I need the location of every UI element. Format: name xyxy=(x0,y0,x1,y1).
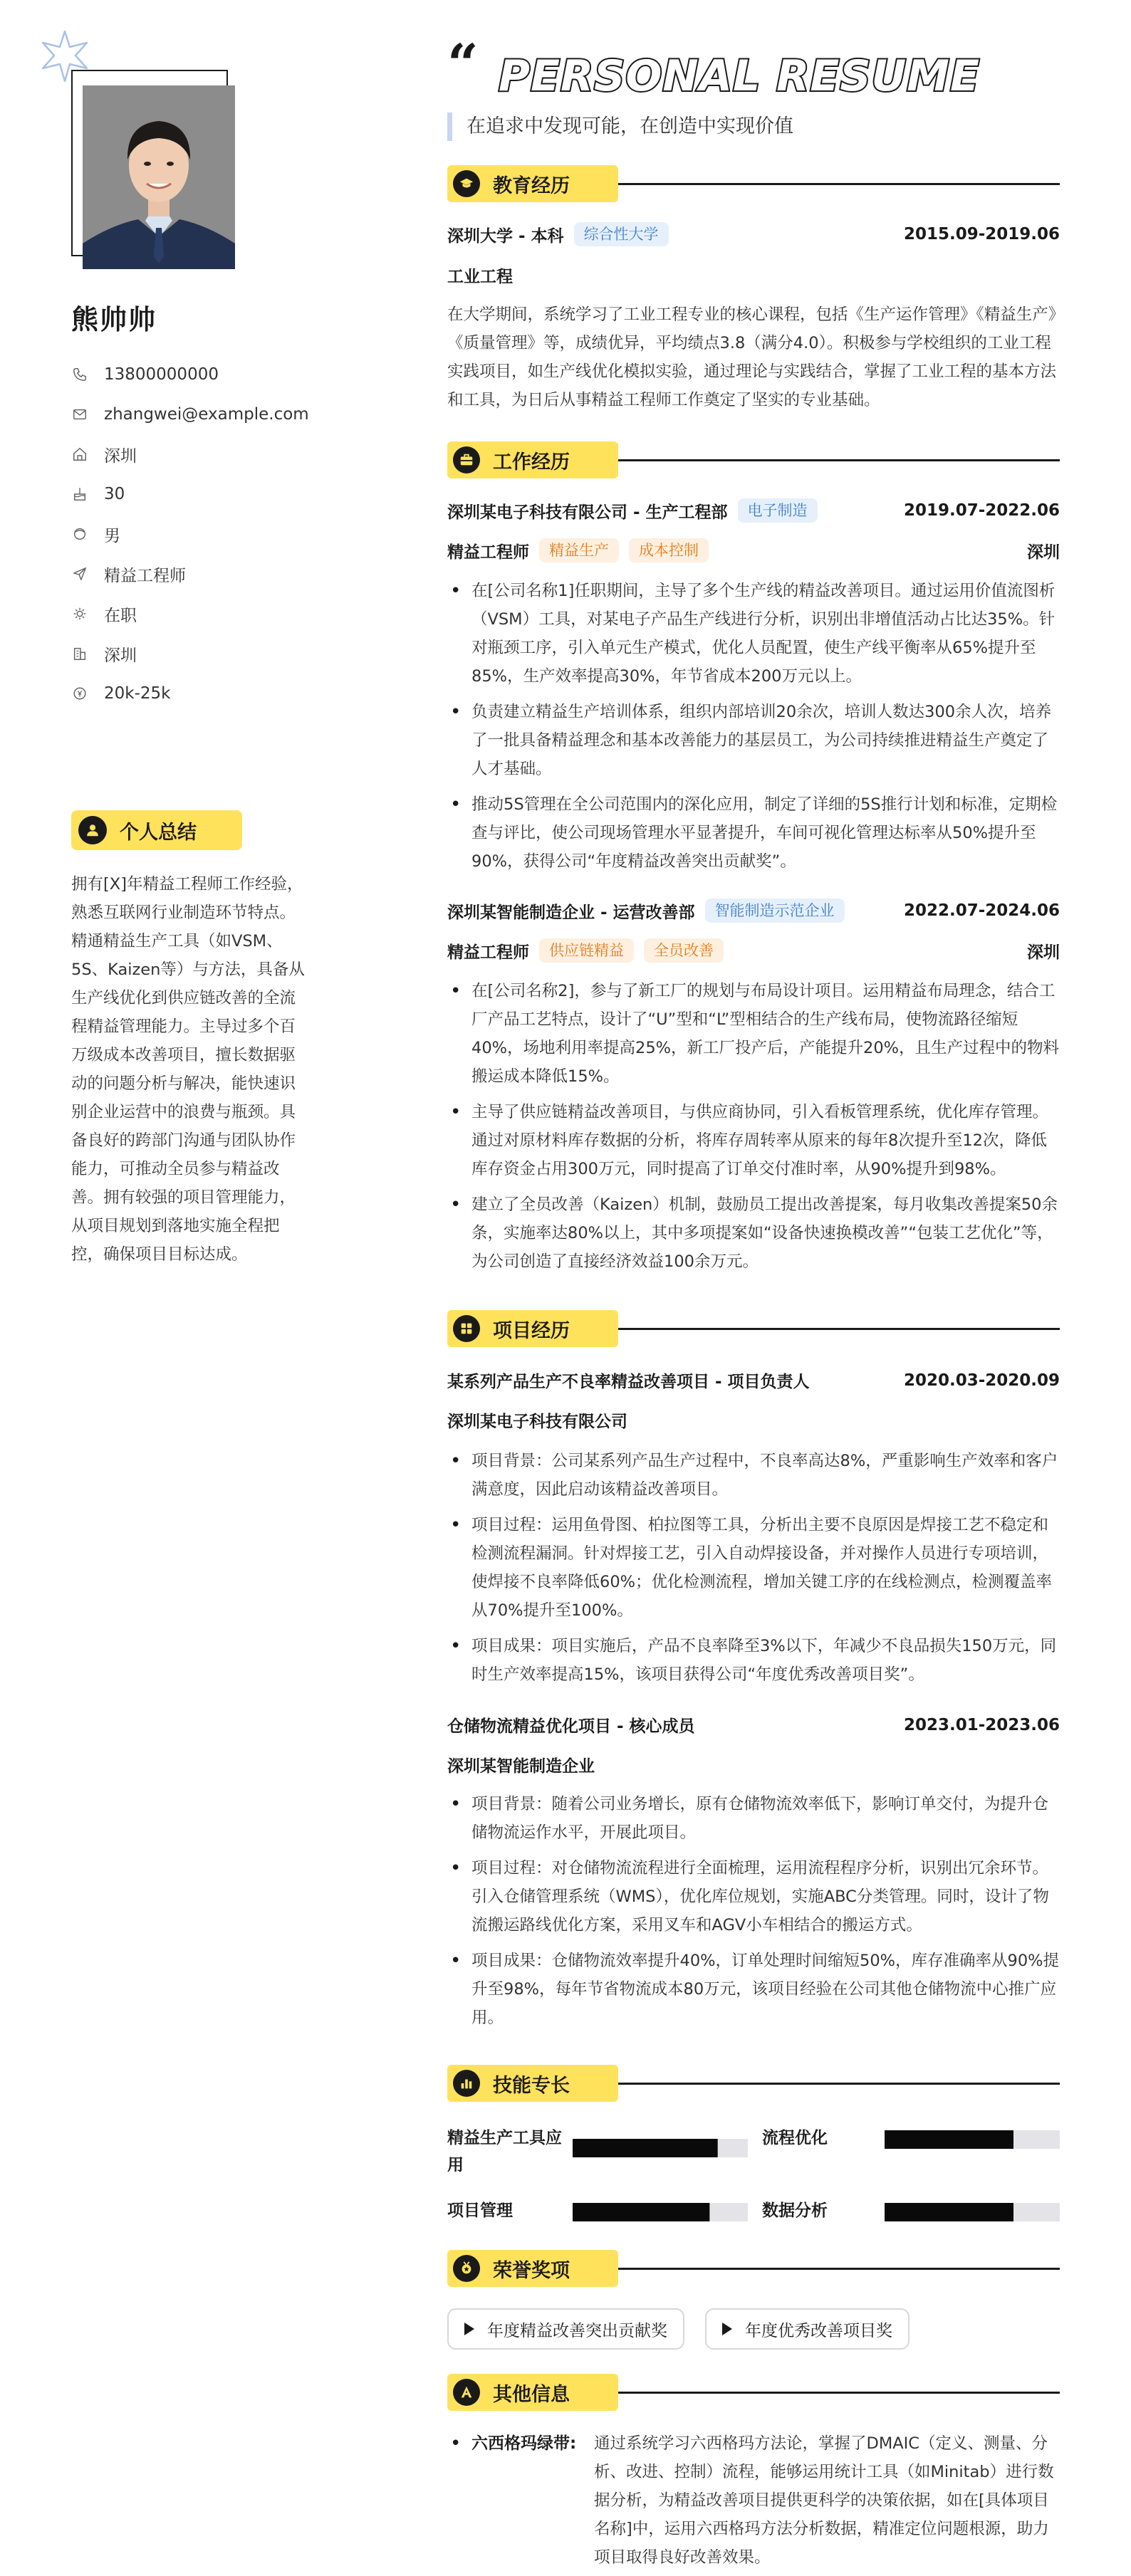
bullet-dot: • xyxy=(450,2433,462,2454)
project-bullets xyxy=(447,1447,1060,1696)
job-bullet: • 负责建立精益生产培训体系，组织内部培训20余次，培训人数达300余人次，培养了一批具备精益理念和基本改善能力的基层员工，为公司持续推进精益生产奠定了人才基础。 xyxy=(447,698,1060,783)
play-icon xyxy=(464,2323,474,2335)
skill-name: 流程优化 xyxy=(762,2129,828,2147)
other-title: 其他信息 xyxy=(493,2383,570,2406)
medal-icon xyxy=(453,2255,480,2282)
education-row xyxy=(447,222,1060,246)
work-title: 工作经历 xyxy=(493,451,570,473)
job-bullet: • 推动5S管理在全公司范围内的深化应用，制定了详细的5S推行计划和标准，定期检查与评比，使公司现场管理水平显著提升，车间可视化管理达标率从50%提升至90%，获得公司“年度精益改善突出贡献奖”。 xyxy=(447,790,1060,876)
skill-bar-fill xyxy=(885,2203,1013,2221)
job-city: 深圳 xyxy=(1027,543,1060,562)
info-gender xyxy=(71,514,370,554)
other-text: 通过系统学习六西格玛方法论，掌握了DMAIC（定义、测量、分析、改进、控制）流程，能够运用统计工具（如Minitab）进行数据分析，为精益改善项目提供更科学的决策依据，如在[具体项目名称]中，运用六西格玛方法分析数据，精准定位问题根源，助力项目取得良好改善效果。 xyxy=(594,2434,1054,2567)
education-description: 在大学期间，系统学习了工业工程专业的核心课程，包括《生产运作管理》《精益生产》《质量管理》等，成绩优异，平均绩点3.8（满分4.0）。积极参与学校组织的工业工程实践项目，如生产线优化模拟实验，通过理论与实践结合，掌握了工业工程的基本方法和工具，为日后从事精益工程师工作奠定了坚实的专业基础。 xyxy=(447,305,1057,409)
work-section-header xyxy=(447,441,1060,478)
job-bullet: • 建立了全员改善（Kaizen）机制，鼓励员工提出改善提案，每月收集改善提案50余条，实施率达80%以上，其中多项提案如“设备快速换模改善”“包装工艺优化”等，为公司创造了直接经济效益100余万元。 xyxy=(447,1190,1060,1276)
job-header xyxy=(447,899,1060,923)
summary-section-header xyxy=(71,810,242,850)
project-date: 2020.03-2020.09 xyxy=(903,1371,1060,1390)
home-icon xyxy=(71,446,88,463)
school-name: 深圳大学 - 本科 xyxy=(447,226,564,246)
job-company: 深圳某电子科技有限公司 - 生产工程部 xyxy=(447,503,728,522)
position-value: 精益工程师 xyxy=(104,566,186,585)
project-header xyxy=(447,1713,1060,1737)
cake-icon xyxy=(71,486,88,503)
info-position xyxy=(71,554,370,594)
projects-title: 项目经历 xyxy=(493,1319,570,1342)
section-divider xyxy=(618,459,1060,461)
skill-name: 项目管理 xyxy=(447,2201,513,2220)
gender-value: 男 xyxy=(104,526,120,545)
skill-bar xyxy=(885,2130,1060,2149)
project-org-row xyxy=(447,1753,1060,1776)
resume-title: PERSONAL RESUME xyxy=(499,51,980,101)
email-value: zhangwei@example.com xyxy=(104,405,309,424)
company-tag: 智能制造示范企业 xyxy=(705,899,845,923)
award-label: 年度优秀改善项目奖 xyxy=(745,2321,892,2340)
skill-bar xyxy=(573,2139,748,2157)
gender-icon xyxy=(71,525,88,543)
section-divider xyxy=(618,183,1060,185)
role-tag: 供应链精益 xyxy=(539,938,634,963)
job-bullet: • 主导了供应链精益改善项目，与供应商协同，引入看板管理系统，优化库存管理。通过对原材料库存数据的分析，将库存周转率从原来的每年8次提升至12次，降低库存资金占用300万元，同时提高了订单交付准时率，从90%提升到98%。 xyxy=(447,1098,1060,1183)
award-chip xyxy=(447,2308,684,2350)
section-divider xyxy=(618,2268,1060,2270)
project-bullets xyxy=(447,1790,1060,2039)
info-icon xyxy=(453,2379,480,2406)
awards-title: 荣誉奖项 xyxy=(493,2259,570,2282)
salary-value: 20k-25k xyxy=(104,684,171,703)
bar-chart-icon xyxy=(453,2070,480,2097)
job-bullets xyxy=(447,577,1060,883)
skill-name: 数据分析 xyxy=(762,2201,828,2220)
info-age xyxy=(71,474,370,514)
other-item xyxy=(447,2429,1060,2572)
major-row xyxy=(447,263,1060,287)
company-tag: 电子制造 xyxy=(738,498,818,523)
summary-title: 个人总结 xyxy=(120,821,197,844)
project-name: 某系列产品生产不良率精益改善项目 - 项目负责人 xyxy=(447,1373,810,1391)
profile-name: 熊帅帅 xyxy=(71,304,157,335)
skill-bar xyxy=(573,2203,748,2221)
section-divider xyxy=(618,2392,1060,2394)
job-role: 精益工程师 xyxy=(447,943,529,962)
skill-bar-fill xyxy=(885,2130,1013,2149)
quote-mark: “ xyxy=(447,32,479,95)
salary-icon xyxy=(71,685,88,702)
job-header xyxy=(447,498,1060,523)
info-salary xyxy=(71,674,370,713)
major: 工业工程 xyxy=(447,268,513,286)
education-title: 教育经历 xyxy=(493,174,570,197)
skill-bar xyxy=(885,2203,1060,2221)
award-chip xyxy=(705,2308,910,2350)
project-date: 2023.01-2023.06 xyxy=(903,1715,1060,1734)
section-divider xyxy=(618,2083,1060,2085)
job-bullet: • 在[公司名称2]，参与了新工厂的规划与布局设计项目。运用精益布局理念，结合工厂产品工艺特点，设计了“U”型和“L”型相结合的生产线布局，使物流路径缩短40%，场地利用率提高25%，新工厂投产后，产能提升20%，且生产过程中的物料搬运成本降低15%。 xyxy=(447,977,1060,1091)
project-org-row xyxy=(447,1408,1060,1432)
grid-icon xyxy=(453,1315,480,1342)
play-icon xyxy=(722,2323,732,2335)
school-tag: 综合性大学 xyxy=(574,222,669,246)
phone-icon xyxy=(71,366,88,383)
project-bullet: • 项目背景：随着公司业务增长，原有仓储物流效率低下，影响订单交付，为提升仓储物流运作水平，开展此项目。 xyxy=(447,1790,1060,1847)
job-city: 深圳 xyxy=(1027,943,1060,962)
summary-text: 拥有[X]年精益工程师工作经验，熟悉互联网行业制造环节特点。精通精益生产工具（如VSM、5S、Kaizen等）与方法，具备从生产线优化到供应链改善的全流程精益管理能力。主导过多个百万级成本改善项目，擅长数据驱动的问题分析与解决，能快速识别企业运营中的浪费与瓶颈。具备良好的跨部门沟通与团队协作能力，可推动全员参与精益改善。拥有较强的项目管理能力，从项目规划到落地实施全程把控，确保项目目标达成。 xyxy=(71,875,305,1264)
job-date: 2022.07-2024.06 xyxy=(903,901,1060,920)
hometown-value: 深圳 xyxy=(104,446,137,466)
job-company: 深圳某智能制造企业 - 运营改善部 xyxy=(447,903,695,922)
status-icon xyxy=(71,605,88,622)
project-bullet: • 项目背景：公司某系列产品生产过程中，不良率高达8%，严重影响生产效率和客户满意度，因此启动该精益改善项目。 xyxy=(447,1447,1060,1504)
job-role-row xyxy=(447,938,1060,963)
graduation-cap-icon xyxy=(453,170,480,197)
education-section-header xyxy=(447,165,1060,202)
info-hometown xyxy=(71,434,370,474)
role-tag: 成本控制 xyxy=(629,538,709,562)
projects-section-header xyxy=(447,1310,1060,1347)
contact-info-list xyxy=(71,355,370,713)
project-name: 仓储物流精益优化项目 - 核心成员 xyxy=(447,1717,695,1736)
project-bullet: • 项目过程：运用鱼骨图、柏拉图等工具，分析出主要不良原因是焊接工艺不稳定和检测流程漏洞。针对焊接工艺，引入自动焊接设备，并对操作人员进行专项培训，使焊接不良率降低60%；优化检测流程，增加关键工序的在线检测点，检测覆盖率从70%提升至100%。 xyxy=(447,1511,1060,1625)
skills-section-header xyxy=(447,2065,1060,2102)
mail-icon xyxy=(71,406,88,423)
avatar-photo xyxy=(83,85,235,269)
awards-section-header xyxy=(447,2250,1060,2287)
education-date: 2015.09-2019.06 xyxy=(903,225,1060,244)
city-value: 深圳 xyxy=(104,646,137,665)
info-email xyxy=(71,394,370,434)
sidebar xyxy=(0,0,399,2576)
briefcase-icon xyxy=(453,446,480,473)
skill-bar-fill xyxy=(573,2203,709,2221)
skill-name: 精益生产工具应用 xyxy=(447,2129,562,2174)
city-icon xyxy=(71,645,88,662)
other-section-header xyxy=(447,2374,1060,2411)
project-bullet: • 项目成果：仓储物流效率提升40%，订单处理时间缩短50%，库存准确率从90%提升至98%，每年节省物流成本80万元，该项目经验在公司其他仓储物流中心推广应用。 xyxy=(447,1947,1060,2032)
role-tag: 精益生产 xyxy=(539,538,619,562)
phone-value: 13800000000 xyxy=(104,365,219,384)
project-bullet: • 项目过程：对仓储物流流程进行全面梳理，运用流程程序分析，识别出冗余环节。引入仓储管理系统（WMS），优化库位规划，实施ABC分类管理。同时，设计了物流搬运路线优化方案，采用叉车和AGV小车相结合的搬运方式。 xyxy=(447,1854,1060,1939)
job-bullet: • 在[公司名称1]任职期间，主导了多个生产线的精益改善项目。通过运用价值流图析（VSM）工具，对某电子产品生产线进行分析，识别出非增值活动占比达35%。针对瓶颈工序，引入单元生产模式，优化人员配置，使生产线平衡率从65%提升至85%，生产效率提高30%，年节省成本200万元以上。 xyxy=(447,577,1060,691)
other-label: 六西格玛绿带: xyxy=(471,2434,577,2453)
job-role: 精益工程师 xyxy=(447,543,529,562)
award-label: 年度精益改善突出贡献奖 xyxy=(487,2321,667,2340)
info-status xyxy=(71,594,370,634)
status-value: 在职 xyxy=(104,606,137,625)
info-phone xyxy=(71,355,370,394)
job-bullets xyxy=(447,977,1060,1283)
job-role-row xyxy=(447,538,1060,562)
job-date: 2019.07-2022.06 xyxy=(903,501,1060,520)
project-bullet: • 项目成果：项目实施后，产品不良率降至3%以下，年减少不良品损失150万元，同时生产效率提高15%，该项目获得公司“年度优秀改善项目奖”。 xyxy=(447,1632,1060,1689)
project-header xyxy=(447,1368,1060,1392)
project-org: 深圳某电子科技有限公司 xyxy=(447,1413,627,1431)
age-value: 30 xyxy=(104,485,125,503)
role-tag: 全员改善 xyxy=(644,938,724,963)
user-icon xyxy=(78,816,107,844)
skill-bar-fill xyxy=(573,2139,718,2157)
skills-title: 技能专长 xyxy=(493,2074,570,2097)
section-divider xyxy=(618,1328,1060,1330)
project-org: 深圳某智能制造企业 xyxy=(447,1757,595,1776)
info-city xyxy=(71,634,370,674)
slogan: 在追求中发现可能，在创造中实现价值 xyxy=(447,112,793,141)
send-icon xyxy=(71,565,88,582)
